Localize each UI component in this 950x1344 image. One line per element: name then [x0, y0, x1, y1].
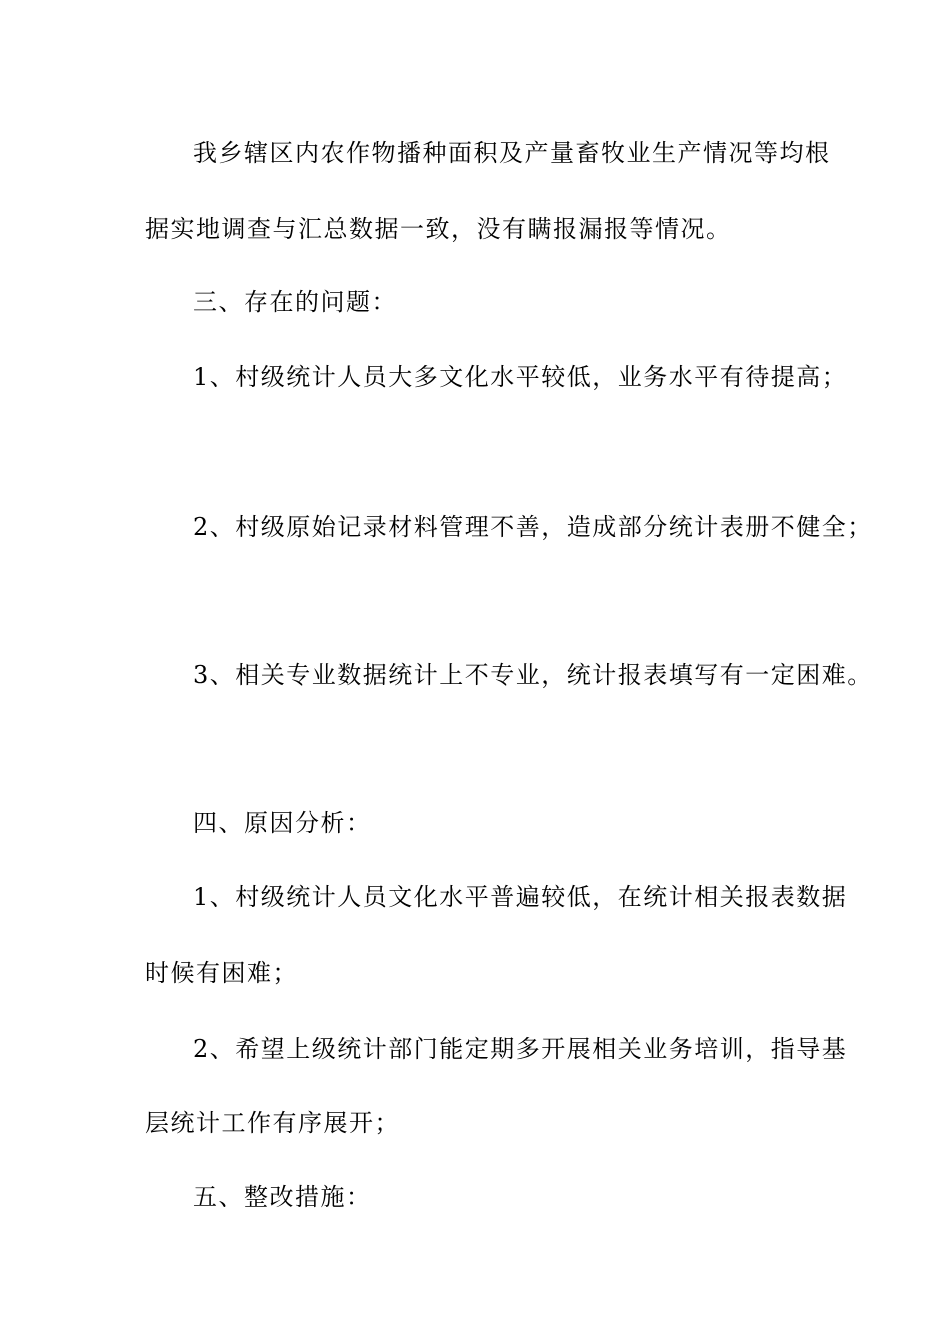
list-item: 1、村级统计人员大多文化水平较低，业务水平有待提高；: [193, 363, 848, 391]
paragraph-line: 据实地调查与汇总数据一致，没有瞒报漏报等情况。: [145, 215, 732, 243]
list-item: 1、村级统计人员文化水平普遍较低，在统计相关报表数据: [193, 883, 848, 911]
list-item: 2、村级原始记录材料管理不善，造成部分统计表册不健全；: [193, 513, 873, 541]
list-item: 2、希望上级统计部门能定期多开展相关业务培训，指导基: [193, 1035, 848, 1063]
list-item: 3、相关专业数据统计上不专业，统计报表填写有一定困难。: [193, 661, 873, 689]
section-heading: 四、原因分析：: [193, 809, 372, 837]
section-heading: 五、整改措施：: [193, 1183, 372, 1211]
section-heading: 三、存在的问题：: [193, 288, 397, 316]
list-item-continuation: 层统计工作有序展开；: [145, 1109, 400, 1137]
list-item-continuation: 时候有困难；: [145, 959, 298, 987]
paragraph-line: 我乡辖区内农作物播种面积及产量畜牧业生产情况等均根: [193, 139, 831, 167]
